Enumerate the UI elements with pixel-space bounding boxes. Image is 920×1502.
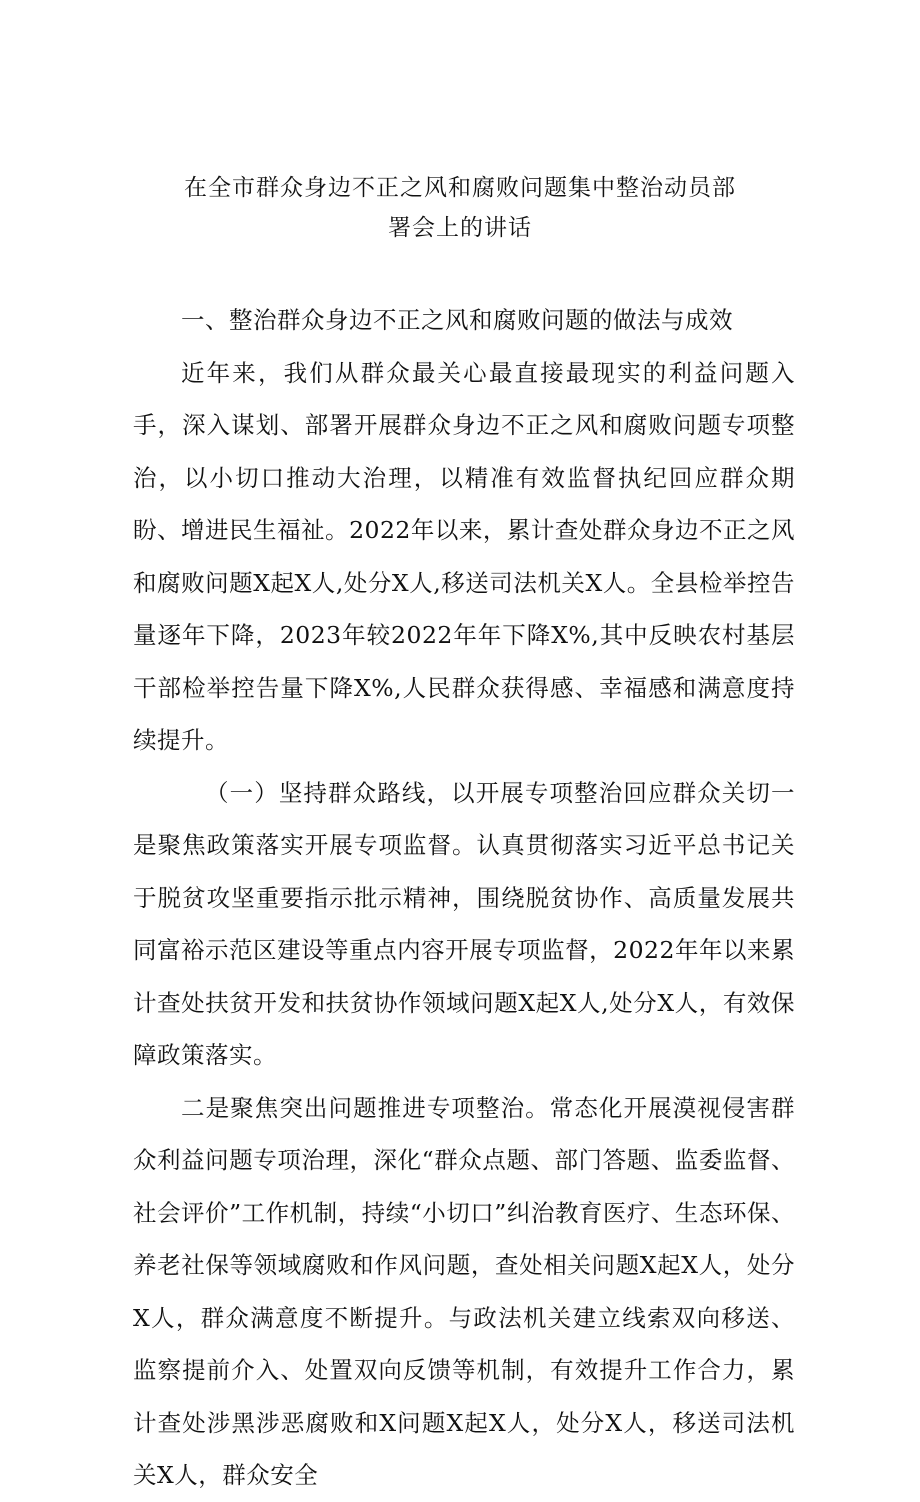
title-line-1: 在全市群众身边不正之风和腐败问题集中整治动员部: [184, 175, 736, 201]
document-title: [120, 168, 800, 248]
section-heading: 一、整治群众身边不正之风和腐败问题的做法与成效: [181, 306, 733, 334]
document-body: [133, 294, 795, 1502]
body-paragraph: 近年来，我们从群众最关心最直接最现实的利益问题入手，深入谋划、部署开展群众身边不正之风和腐败问题专项整治，以小切口推动大治理，以精准有效监督执纪回应群众期盼、增进民生福祉。2022年以来，累计查处群众身边不正之风和腐败问题X起X人,处分X人,移送司法机关X人。全县检举控告量逐年下降，2023年较2022年年下降X%,其中反映农村基层干部检举控告量下降X%,人民群众获得感、幸福感和满意度持续提升。: [133, 358, 795, 754]
title-line-2: 署会上的讲话: [388, 215, 532, 241]
body-paragraph: 二是聚焦突出问题推进专项整治。常态化开展漠视侵害群众利益问题专项治理，深化“群众点题、部门答题、监委监督、社会评价”工作机制，持续“小切口”纠治教育医疗、生态环保、养老社保等领域腐败和作风问题，查处相关问题X起X人，处分X人，群众满意度不断提升。与政法机关建立线索双向移送、监察提前介入、处置双向反馈等机制，有效提升工作合力，累计查处涉黑涉恶腐败和X问题X起X人，处分X人，移送司法机关X人，群众安全: [133, 1093, 795, 1489]
subsection-paragraph: （一）坚持群众路线，以开展专项整治回应群众关切一是聚焦政策落实开展专项监督。认真贯彻落实习近平总书记关于脱贫攻坚重要指示批示精神，围绕脱贫协作、高质量发展共同富裕示范区建设等重点内容开展专项监督，2022年年以来累计查处扶贫开发和扶贫协作领域问题X起X人,处分X人，有效保障政策落实。: [133, 778, 795, 1069]
